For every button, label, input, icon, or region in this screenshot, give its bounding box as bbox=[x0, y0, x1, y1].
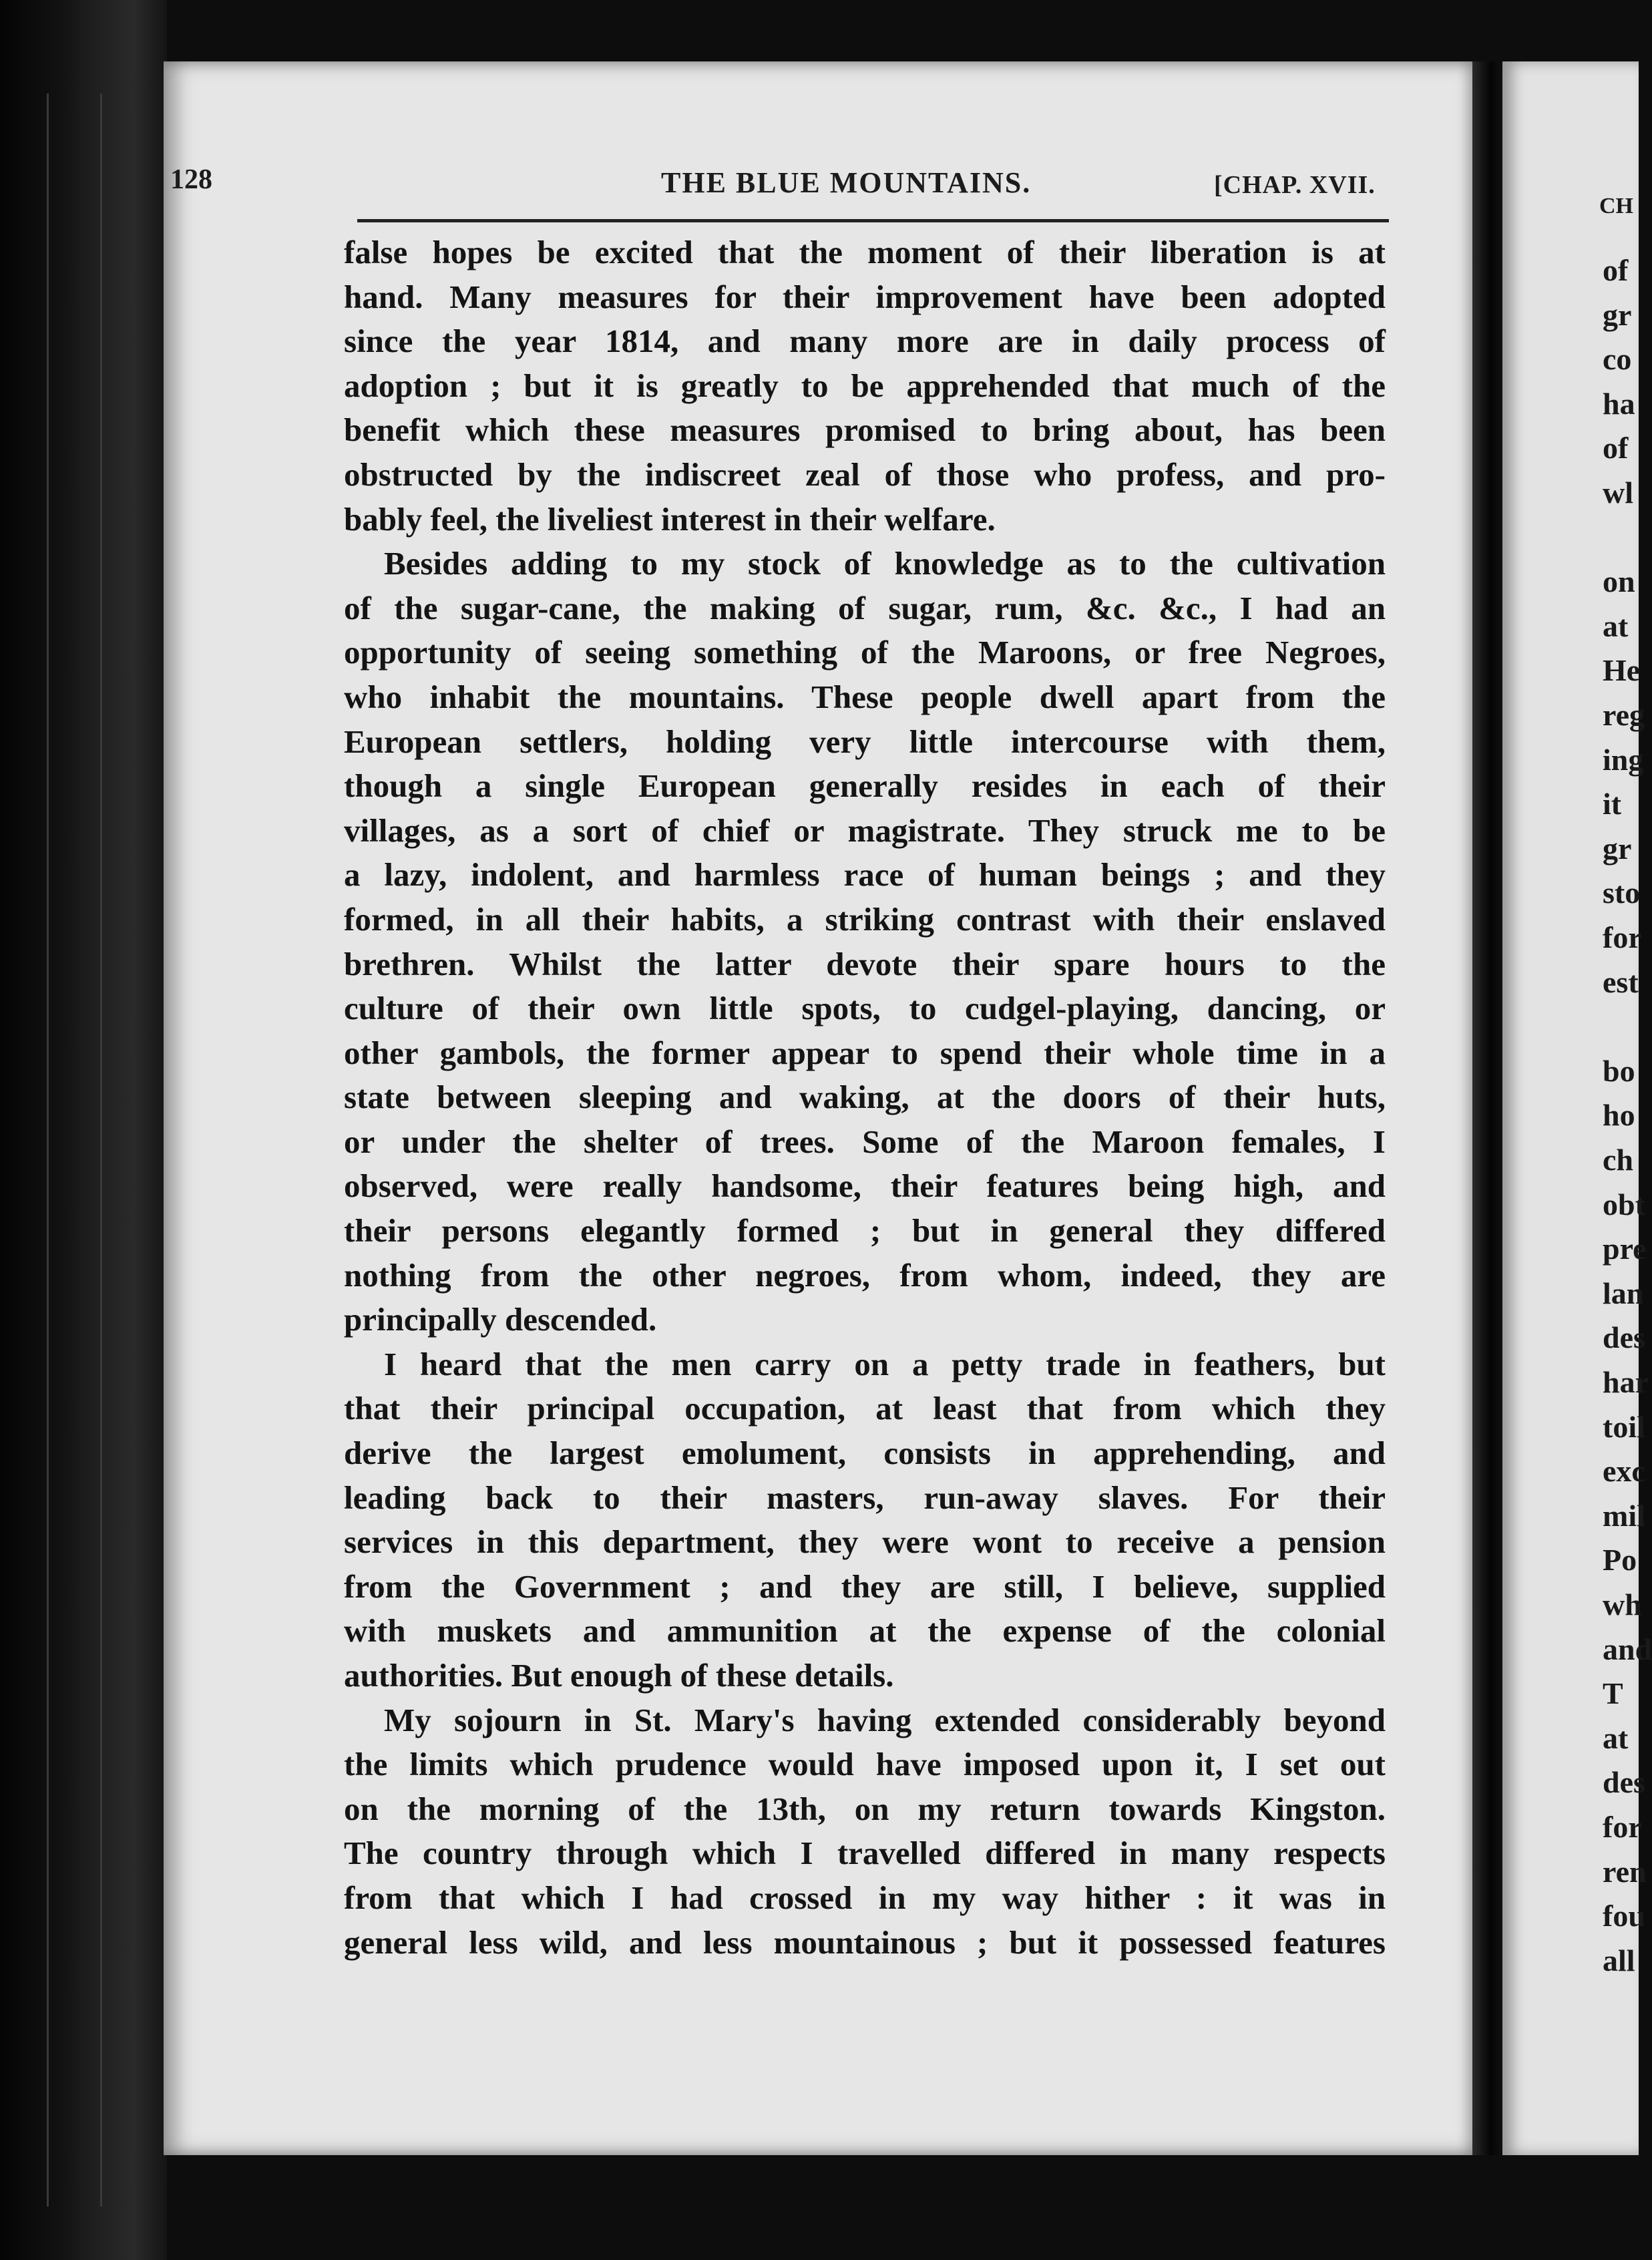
facing-page-fragment: gr bbox=[1603, 831, 1632, 866]
text-line: services in this department, they were wont to receive a pension bbox=[344, 1523, 1386, 1561]
text-line: obstructed by the indiscreet zeal of those who profess, and pro- bbox=[344, 455, 1386, 493]
facing-page-fragment: wh bbox=[1603, 1587, 1642, 1622]
facing-page-fragment: for bbox=[1603, 920, 1642, 954]
text-line: state between sleeping and waking, at the doors of their huts, bbox=[344, 1079, 1386, 1116]
text-line: from that which I had crossed in my way hither : it was in bbox=[344, 1879, 1386, 1916]
facing-page-fragment: T bbox=[1603, 1676, 1623, 1711]
text-line: bably feel, the liveliest interest in their welfare. bbox=[344, 500, 996, 538]
text-line: culture of their own little spots, to cudgel-playing, dancing, or bbox=[344, 990, 1386, 1027]
book-gutter bbox=[1472, 61, 1502, 2155]
facing-page-fragment: at bbox=[1603, 608, 1629, 643]
facing-page-fragment: sto bbox=[1603, 876, 1641, 910]
facing-page-fragment: reg bbox=[1603, 698, 1645, 732]
chapter-reference: [CHAP. XVII. bbox=[1214, 171, 1376, 199]
text-line: leading back to their masters, run-away slaves. For their bbox=[344, 1479, 1386, 1516]
body-text bbox=[344, 230, 1386, 1965]
facing-page-fragment: exc bbox=[1603, 1454, 1645, 1489]
text-line: a lazy, indolent, and harmless race of human beings ; and they bbox=[344, 856, 1386, 894]
text-line: formed, in all their habits, a striking contrast with their enslaved bbox=[344, 900, 1386, 938]
facing-page-fragment: est bbox=[1603, 964, 1639, 999]
facing-page-fragment: obt bbox=[1603, 1187, 1645, 1221]
text-line: with muskets and ammunition at the expense of the colonial bbox=[344, 1612, 1386, 1650]
text-line: Besides adding to my stock of knowledge as to the cultivation bbox=[384, 545, 1386, 582]
facing-page-fragment: des bbox=[1603, 1320, 1645, 1355]
text-line: authorities. But enough of these details. bbox=[344, 1657, 894, 1694]
text-line: other gambols, the former appear to spend their whole time in a bbox=[344, 1034, 1386, 1071]
text-line: benefit which these measures promised to bring about, has been bbox=[344, 411, 1386, 449]
page-number: 128 bbox=[170, 164, 212, 195]
text-line: though a single European generally resides in each of their bbox=[344, 767, 1386, 805]
facing-page-fragment: co bbox=[1603, 342, 1632, 377]
facing-page-fragment: of bbox=[1603, 253, 1629, 287]
text-line: that their principal occupation, at least that from which they bbox=[344, 1390, 1386, 1427]
facing-page-fragment: pre bbox=[1603, 1232, 1647, 1266]
text-line: nothing from the other negroes, from whom, indeed, they are bbox=[344, 1256, 1386, 1294]
text-line: on the morning of the 13th, on my return towards Kingston. bbox=[344, 1790, 1386, 1827]
facing-page-fragment: and bbox=[1603, 1632, 1652, 1666]
facing-page-header: CH bbox=[1599, 194, 1633, 218]
text-line: from the Government ; and they are still, I believe, supplied bbox=[344, 1567, 1386, 1605]
facing-page-fragment: Po bbox=[1603, 1543, 1637, 1577]
binding-edge bbox=[100, 93, 102, 2207]
text-line: or under the shelter of trees. Some of the Maroon females, I bbox=[344, 1123, 1386, 1160]
facing-page-fragment: ren bbox=[1603, 1854, 1647, 1889]
facing-page-fragment: lan bbox=[1603, 1276, 1644, 1310]
facing-page-fragment: wl bbox=[1603, 476, 1633, 510]
facing-page-fragment: ing bbox=[1603, 742, 1644, 777]
text-line: European settlers, holding very little intercourse with them, bbox=[344, 723, 1386, 760]
facing-page-fragment: gr bbox=[1603, 297, 1632, 332]
text-line: adoption ; but it is greatly to be apprehended that much of the bbox=[344, 367, 1386, 404]
facing-page-fragment: har bbox=[1603, 1365, 1649, 1399]
facing-page-fragment: on bbox=[1603, 564, 1635, 599]
facing-page-fragment: for bbox=[1603, 1810, 1642, 1844]
facing-page-fragment: it bbox=[1603, 787, 1622, 821]
facing-page-fragment: ho bbox=[1603, 1098, 1635, 1133]
facing-page-fragment: mil bbox=[1603, 1498, 1645, 1533]
facing-page-fragment: toil bbox=[1603, 1409, 1645, 1444]
facing-page-fragment: fou bbox=[1603, 1899, 1645, 1933]
binding-edge bbox=[47, 93, 49, 2207]
text-line: false hopes be excited that the moment of their liberation is at bbox=[344, 234, 1386, 270]
facing-page-fragment: of bbox=[1603, 431, 1629, 465]
running-title: THE BLUE MOUNTAINS. bbox=[661, 166, 1032, 199]
facing-page-fragment: He bbox=[1603, 653, 1641, 688]
facing-page-fragment: bo bbox=[1603, 1053, 1635, 1088]
facing-page-fragment: at bbox=[1603, 1720, 1629, 1755]
text-line: observed, were really handsome, their features being high, and bbox=[344, 1167, 1386, 1205]
text-line: hand. Many measures for their improvement have been adopted bbox=[344, 278, 1386, 315]
text-line: the limits which prudence would have imposed upon it, I set out bbox=[344, 1746, 1386, 1783]
text-line: opportunity of seeing something of the Maroons, or free Negroes, bbox=[344, 634, 1386, 671]
text-line: The country through which I travelled differed in many respects bbox=[344, 1835, 1386, 1872]
facing-page-fragment: des bbox=[1603, 1765, 1645, 1800]
text-line: My sojourn in St. Mary's having extended considerably beyond bbox=[384, 1701, 1386, 1738]
text-line: brethren. Whilst the latter devote their spare hours to the bbox=[344, 945, 1386, 982]
text-line: since the year 1814, and many more are in daily process of bbox=[344, 323, 1386, 360]
text-line: I heard that the men carry on a petty trade in feathers, but bbox=[384, 1345, 1386, 1382]
text-line: who inhabit the mountains. These people dwell apart from the bbox=[344, 678, 1386, 715]
header-rule bbox=[357, 219, 1389, 222]
facing-page-fragment: ch bbox=[1603, 1143, 1633, 1177]
text-line: of the sugar-cane, the making of sugar, rum, &c. &c., I had an bbox=[344, 589, 1386, 626]
text-line: derive the largest emolument, consists in apprehending, and bbox=[344, 1435, 1386, 1472]
book-binding bbox=[0, 0, 167, 2260]
text-line: villages, as a sort of chief or magistrate. They struck me to be bbox=[344, 811, 1386, 849]
text-line: their persons elegantly formed ; but in general they differed bbox=[344, 1212, 1386, 1250]
text-line: principally descended. bbox=[344, 1301, 657, 1338]
facing-page-fragment: all bbox=[1603, 1943, 1635, 1978]
facing-page-fragment: ha bbox=[1603, 386, 1635, 421]
text-line: general less wild, and less mountainous ; but it possessed features bbox=[344, 1923, 1386, 1961]
